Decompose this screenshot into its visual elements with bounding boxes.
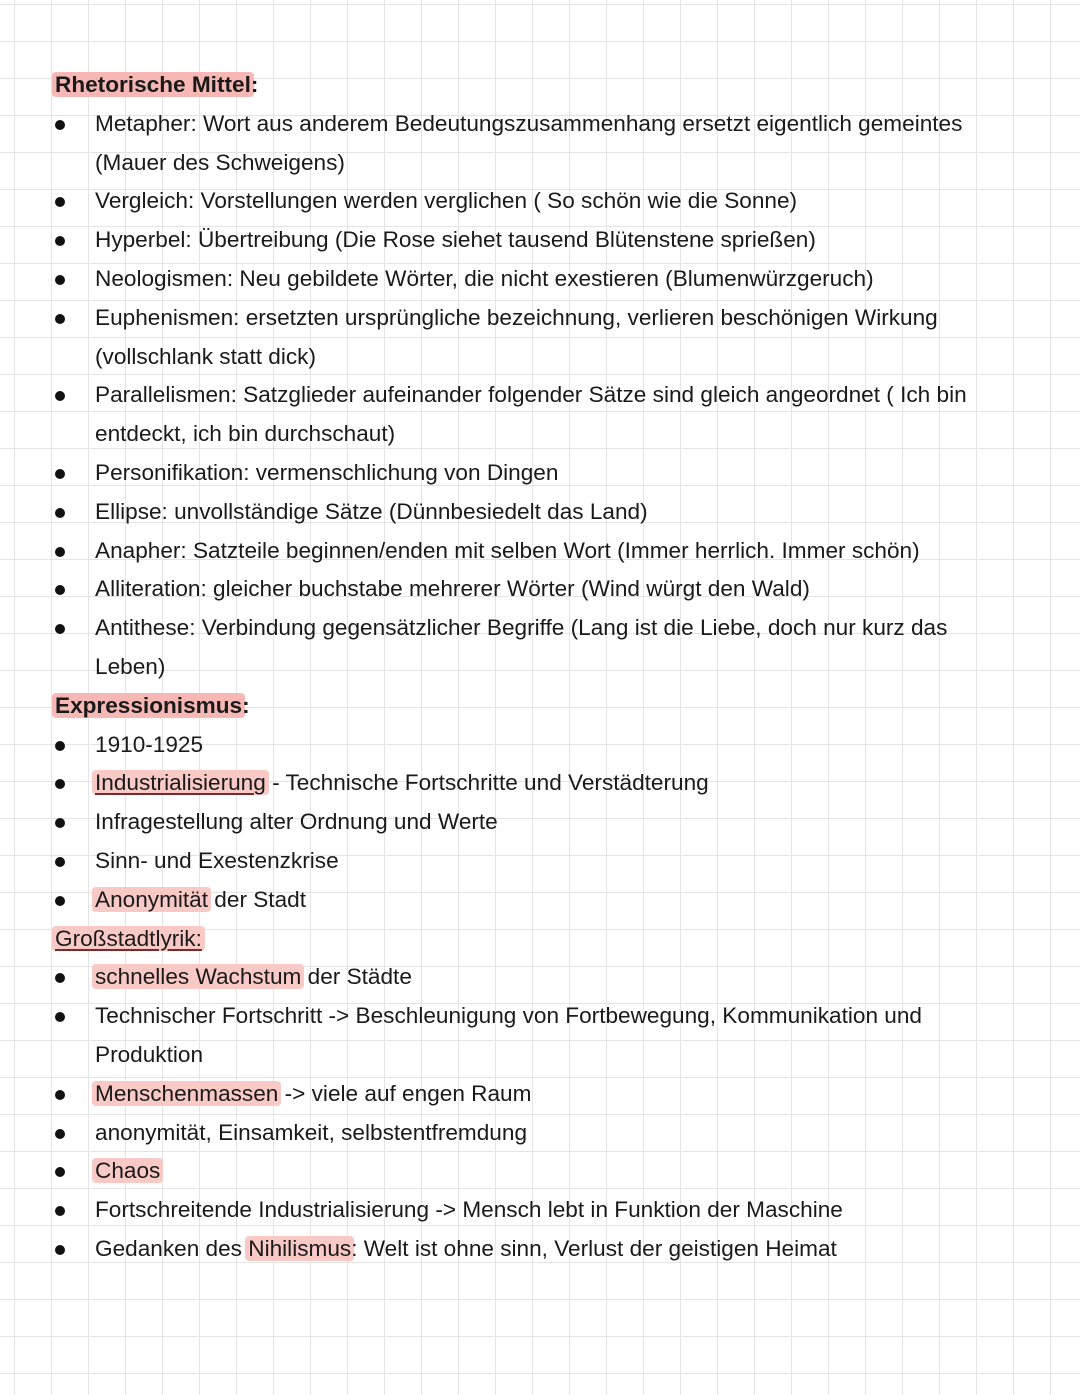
list-item-menschenmassen — [0, 1075, 1080, 1114]
bullet-icon — [55, 779, 65, 789]
list-item-text: Alliteration: gleicher buchstabe mehrerer Wörter (Wind würgt den Wald) — [95, 576, 810, 602]
list-item-text: Metapher: Wort aus anderem Bedeutungszusammenhang ersetzt eigentlich gemeintes — [95, 110, 963, 136]
list-item-text: Parallelismen: Satzglieder aufeinander folgender Sätze sind gleich angeordnet ( Ich bin — [95, 382, 967, 408]
list-item-ellipse — [0, 493, 1080, 532]
list-item-years — [0, 726, 1080, 765]
list-item-text: Euphenismen: ersetzten ursprüngliche bezeichnung, verlieren beschönigen Wirkung — [95, 304, 938, 330]
list-item-text: Infragestellung alter Ordnung und Werte — [95, 809, 498, 835]
list-item-industrie-maschine — [0, 1191, 1080, 1230]
list-item-text: -> viele auf engen Raum — [278, 1080, 532, 1106]
list-item-metapher — [0, 105, 1080, 144]
list-item-continuation — [0, 415, 1080, 454]
highlighted-term: Industrialisierung — [95, 770, 266, 796]
list-item-continuation — [0, 648, 1080, 687]
bullet-icon — [55, 896, 65, 906]
list-item-anonymitaet-einsamkeit — [0, 1114, 1080, 1153]
bullet-icon — [55, 197, 65, 207]
list-item-text: Neologismen: Neu gebildete Wörter, die nicht exestieren (Blumenwürzgeruch) — [95, 265, 874, 291]
bullet-icon — [55, 1012, 65, 1022]
list-item-text: entdeckt, ich bin durchschaut) — [95, 421, 396, 447]
list-item-continuation — [0, 338, 1080, 377]
list-item-euphenismen — [0, 299, 1080, 338]
highlighted-term: schnelles Wachstum — [95, 964, 302, 990]
list-item-neologismen — [0, 260, 1080, 299]
list-item-text: Hyperbel: Übertreibung (Die Rose siehet tausend Blütenstene sprießen) — [95, 227, 816, 253]
list-item-text: Produktion — [95, 1041, 204, 1067]
bullet-icon — [55, 508, 65, 518]
list-item-text: Leben) — [95, 653, 166, 679]
list-item-hyperbel — [0, 221, 1080, 260]
list-item-text: Personifikation: vermenschlichung von Dingen — [95, 459, 559, 485]
bullet-icon — [55, 973, 65, 983]
list-item-text: Antithese: Verbindung gegensätzlicher Begriffe (Lang ist die Liebe, doch nur kurz das — [95, 615, 948, 641]
list-item-parallelismen — [0, 376, 1080, 415]
highlighted-term: Anonymität — [95, 886, 209, 912]
heading-colon: : — [250, 72, 259, 97]
bullet-icon — [55, 1167, 65, 1177]
bullet-icon — [55, 857, 65, 867]
heading-grossstadtlyrik-label: Großstadtlyrik: — [55, 925, 202, 951]
list-item-text: Vergleich: Vorstellungen werden verglichen ( So schön wie die Sonne) — [95, 188, 798, 214]
bullet-icon — [55, 120, 65, 130]
bullet-icon — [55, 469, 65, 479]
list-item-text: Gedanken des — [95, 1235, 249, 1261]
list-item-text: Anapher: Satzteile beginnen/enden mit selben Wort (Immer herrlich. Immer schön) — [95, 537, 920, 563]
heading-expressionismus — [0, 687, 1080, 726]
list-item-nihilismus — [0, 1230, 1080, 1269]
bullet-icon — [55, 624, 65, 634]
list-item-text: : Welt ist ohne sinn, Verlust der geistigen Heimat — [351, 1235, 837, 1261]
bullet-icon — [55, 1206, 65, 1216]
list-item-wachstum — [0, 958, 1080, 997]
list-item-text: (vollschlank statt dick) — [95, 343, 316, 369]
list-item-continuation — [0, 144, 1080, 183]
list-item-continuation — [0, 1036, 1080, 1075]
list-item-text: anonymität, Einsamkeit, selbstentfremdung — [95, 1119, 528, 1145]
list-item-text: 1910-1925 — [95, 731, 204, 757]
list-item-alliteration — [0, 570, 1080, 609]
list-item-vergleich — [0, 182, 1080, 221]
bullet-icon — [55, 741, 65, 751]
bullet-icon — [55, 1245, 65, 1255]
bullet-icon — [55, 314, 65, 324]
list-item-text: Sinn- und Exestenzkrise — [95, 847, 339, 873]
highlighted-term: Nihilismus — [248, 1235, 352, 1261]
heading-colon: : — [242, 692, 250, 718]
bullet-icon — [55, 547, 65, 557]
bullet-icon — [55, 1090, 65, 1100]
list-item-anapher — [0, 532, 1080, 571]
heading-grossstadtlyrik — [0, 920, 1080, 959]
list-item-antithese — [0, 609, 1080, 648]
highlighted-term: Menschenmassen — [95, 1080, 279, 1106]
heading-rhetorische-mittel-label: Rhetorische Mittel — [55, 72, 251, 97]
list-item-personifikation — [0, 454, 1080, 493]
list-item-text: - Technische Fortschritte und Verstädterung — [265, 770, 709, 796]
list-item-text: der Stadt — [208, 886, 306, 912]
bullet-icon — [55, 818, 65, 828]
list-item-fortschritt — [0, 997, 1080, 1036]
bullet-icon — [55, 1129, 65, 1139]
notes-page — [0, 66, 1080, 1269]
heading-rhetorische-mittel — [0, 66, 1080, 105]
list-item-chaos — [0, 1152, 1080, 1191]
list-item-text: Ellipse: unvollständige Sätze (Dünnbesiedelt das Land) — [95, 498, 648, 524]
list-item-text: Fortschreitende Industrialisierung -> Mensch lebt in Funktion der Maschine — [95, 1197, 843, 1223]
list-item-krise — [0, 842, 1080, 881]
bullet-icon — [55, 585, 65, 595]
bullet-icon — [55, 275, 65, 285]
heading-expressionismus-label: Expressionismus — [55, 692, 243, 718]
list-item-text: der Städte — [301, 964, 412, 990]
bullet-icon — [55, 236, 65, 246]
bullet-icon — [55, 391, 65, 401]
list-item-text: (Mauer des Schweigens) — [95, 149, 345, 175]
list-item-anonymitaet — [0, 881, 1080, 920]
list-item-text: Technischer Fortschritt -> Beschleunigung von Fortbewegung, Kommunikation und — [95, 1003, 922, 1029]
list-item-infragestellung — [0, 803, 1080, 842]
highlighted-term: Chaos — [95, 1158, 161, 1184]
list-item-industrialisierung — [0, 764, 1080, 803]
